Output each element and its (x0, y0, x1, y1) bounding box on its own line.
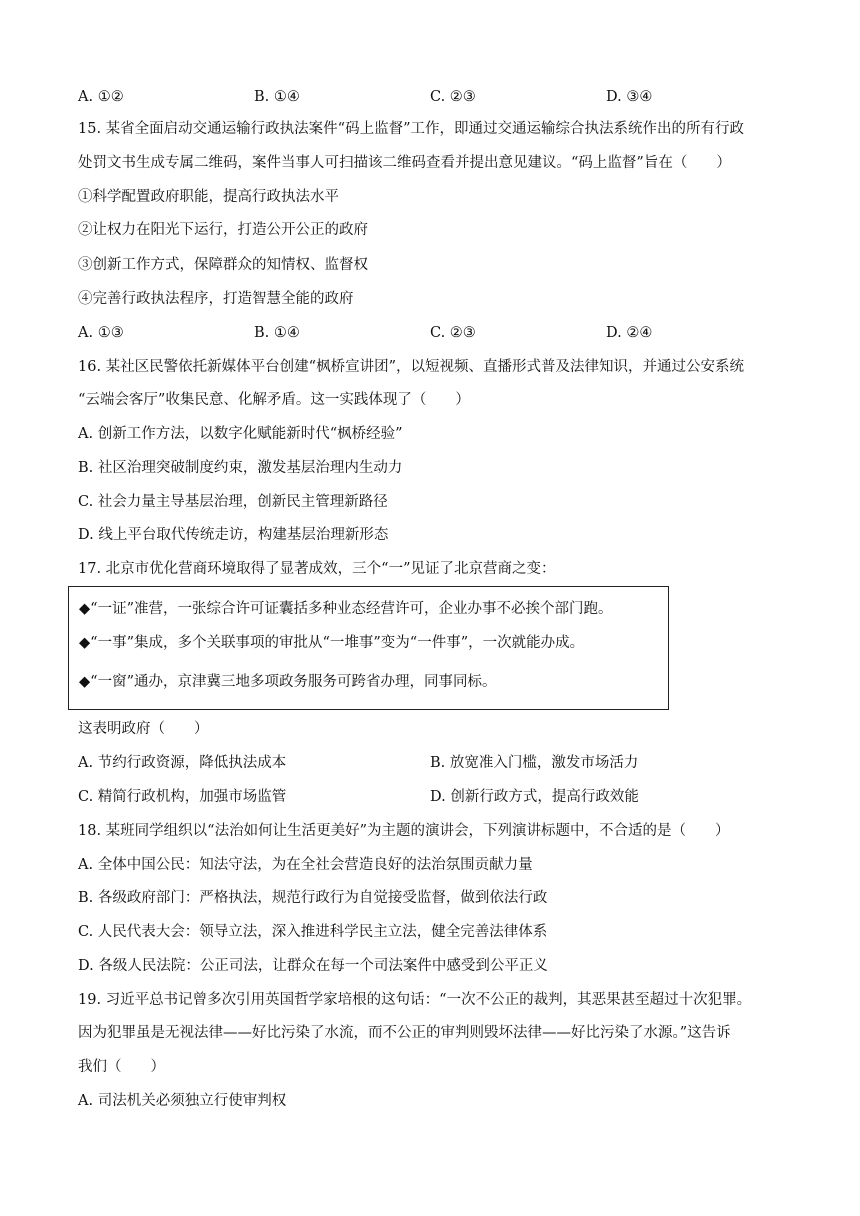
q16-stem-line2: “云端会客厅”收集民意、化解矛盾。这一实践体现了（ ） (78, 392, 470, 408)
q14-option-d: D. ③④ (606, 89, 653, 105)
q17-options-row2 (78, 787, 798, 807)
q17-option-d: D. 创新行政方式，提高行政效能 (430, 789, 639, 805)
q14-option-a: A. ①② (78, 89, 124, 105)
q15-options (78, 323, 798, 343)
q15-stem-line1: 15. 某省全面启动交通运输行政执法案件“码上监督”工作，即通过交通运输综合执法系统作出的所有行政 (78, 121, 744, 137)
q15-statement-2: ②让权力在阳光下运行，打造公开公正的政府 (78, 222, 368, 238)
q15-option-b: B. ①④ (254, 325, 300, 341)
q17-question: 这表明政府（ ） (78, 721, 209, 737)
q15-option-d: D. ②④ (606, 325, 653, 341)
q15-statement-3: ③创新工作方式，保障群众的知情权、监督权 (78, 257, 368, 273)
q17-option-b: B. 放宽准入门槛，激发市场活力 (430, 755, 639, 771)
q19-stem-line3: 我们（ ） (78, 1059, 165, 1075)
q16-option-a: A. 创新工作方法，以数字化赋能新时代“枫桥经验” (78, 426, 403, 442)
q18-option-d: D. 各级人民法院：公正司法，让群众在每一个司法案件中感受到公平正义 (78, 958, 548, 974)
q15-statement-1: ①科学配置政府职能，提高行政执法水平 (78, 189, 339, 205)
q18-option-a: A. 全体中国公民：知法守法，为在全社会营造良好的法治氛围贡献力量 (78, 857, 533, 873)
q16-option-b: B. 社区治理突破制度约束，激发基层治理内生动力 (78, 460, 403, 476)
q18-option-b: B. 各级政府部门：严格执法，规范行政行为自觉接受监督，做到依法行政 (78, 890, 548, 906)
q15-statement-4: ④完善行政执法程序，打造智慧全能的政府 (78, 291, 354, 307)
q18-stem: 18. 某班同学组织以“法治如何让生活更美好”为主题的演讲会，下列演讲标题中，不合适的是（ ） (78, 823, 730, 839)
q15-option-c: C. ②③ (430, 325, 476, 341)
q15-stem-line2: 处罚文书生成专属二维码，案件当事人可扫描该二维码查看并提出意见建议。“码上监督”旨在（ ） (78, 155, 731, 171)
q19-option-a: A. 司法机关必须独立行使审判权 (78, 1093, 287, 1109)
q17-box-item-2: ◆“一事”集成，多个关联事项的审批从“一堆事”变为“一件事”，一次就能办成。 (79, 635, 585, 651)
q16-stem-line1: 16. 某社区民警依托新媒体平台创建“枫桥宣讲团”，以短视频、直播形式普及法律知识，并通过公安系统 (78, 359, 744, 375)
q17-box-item-3: ◆“一窗”通办，京津冀三地多项政务服务可跨省办理，同事同标。 (79, 674, 497, 690)
q14-option-b: B. ①④ (254, 89, 300, 105)
q17-option-c: C. 精简行政机构，加强市场监管 (78, 789, 287, 805)
q18-option-c: C. 人民代表大会：领导立法，深入推进科学民主立法，健全完善法律体系 (78, 924, 548, 940)
q16-option-c: C. 社会力量主导基层治理，创新民主管理新路径 (78, 494, 388, 510)
q17-stem: 17. 北京市优化营商环境取得了显著成效，三个“一”见证了北京营商之变： (78, 561, 556, 577)
q17-material-box (68, 586, 669, 710)
q19-stem-line1: 19. 习近平总书记曾多次引用英国哲学家培根的这句话：“一次不公正的裁判，其恶果甚至超过十次犯罪。 (78, 992, 752, 1008)
q17-box-item-1: ◆“一证”准营，一张综合许可证囊括多种业态经营许可，企业办事不必挨个部门跑。 (79, 601, 613, 617)
q17-options-row1 (78, 753, 798, 773)
q14-option-c: C. ②③ (430, 89, 476, 105)
q16-option-d: D. 线上平台取代传统走访，构建基层治理新形态 (78, 527, 389, 543)
q19-stem-line2: 因为犯罪虽是无视法律——好比污染了水流，而不公正的审判则毁坏法律——好比污染了水源。”这告诉 (78, 1025, 731, 1041)
q17-option-a: A. 节约行政资源，降低执法成本 (78, 755, 287, 771)
q15-option-a: A. ①③ (78, 325, 124, 341)
q14-options (78, 87, 798, 107)
